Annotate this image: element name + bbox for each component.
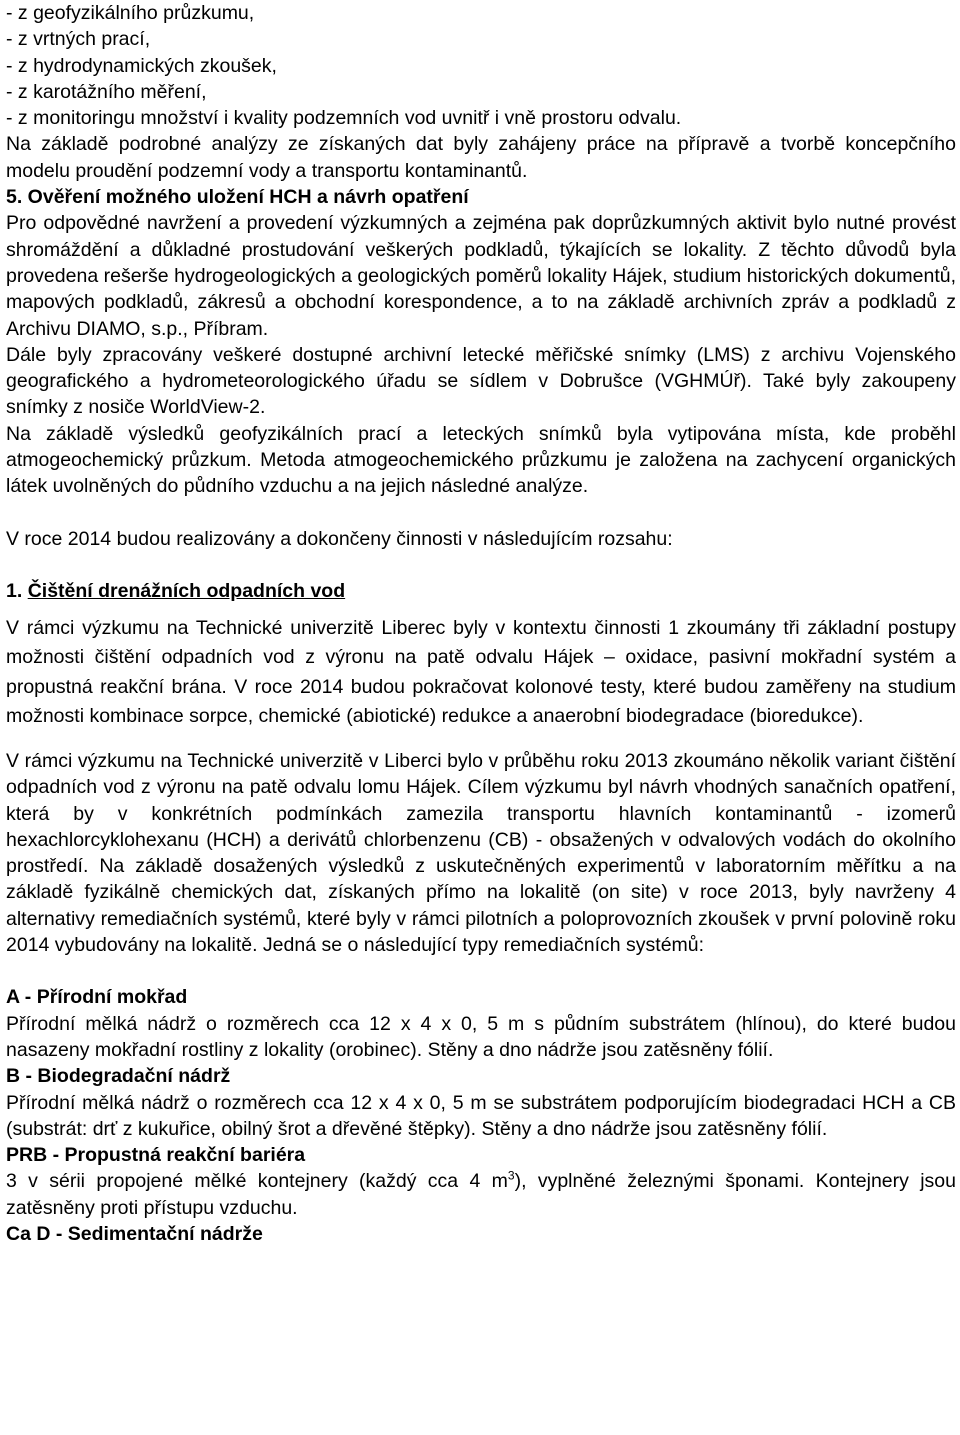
section-5-heading: 5. Ověření možného uložení HCH a návrh opatření — [6, 186, 469, 209]
system-prb-text — [6, 1168, 956, 1221]
document-page — [6, 0, 956, 1247]
section-1-heading — [6, 578, 956, 604]
system-b — [6, 1063, 956, 1142]
intro-list — [6, 0, 956, 131]
section-1-paragraph-2: V rámci výzkumu na Technické univerzitě v Liberci bylo v průběhu roku 2013 zkoumáno několik variant čištění odpadních vod z výronu na patě odvalu lomu Hájek. Cílem výzkumu byl návrh vhodných sanačních opatření, která by v konkrétních podmínkách zamezila transportu hlavních kontaminantů - izomerů hexachlorcyklohexanu (HCH) a derivátů chlorbenzenu (CB) - obsažených v odvalových vodách do okolního prostředí. Na základě dosažených výsledků z uskutečněných experimentů v laboratorním měřítku a na základě fyzikálně chemických dat, získaných přímo na lokalitě (on site) v roce 2013, byly navrženy 4 alternativy remediačních systémů, které byly v rámci pilotních a poloprovozních zkoušek v první polovině roku 2014 vybudovány na lokalitě. Jedná se o následující typy remediačních systémů: — [6, 749, 956, 957]
system-prb — [6, 1142, 956, 1221]
system-a — [6, 984, 956, 1063]
section-1-paragraph-1: V rámci výzkumu na Technické univerzitě Liberec byly v kontextu činnosti 1 zkoumány tři základní postupy možnosti čištění odpadních vod z výronu na patě odvalu Hájek – oxidace, pasivní mokřadní systém a propustná reakční brána. V roce 2014 budou pokračovat kolonové testy, které budou zaměřeny na studium možnosti kombinace sorpce, chemické (abiotické) redukce a anaerobní biodegradace (bioredukce). — [6, 616, 956, 728]
list-item: - z geofyzikálního průzkumu, — [6, 2, 255, 24]
section-1-title: Čištění drenážních odpadních vod — [27, 579, 346, 602]
section-5-paragraph-2: Dále byly zpracovány veškeré dostupné archivní letecké měřičské snímky (LMS) z archivu Vojenského geografického a hydrometeorologického úřadu se sídlem v Dobrušce (VGHMÚř). Také byly zakoupeny snímky z nosiče WorldView-2. — [6, 343, 956, 419]
list-item: - z hydrodynamických zkoušek, — [6, 54, 277, 77]
system-cad-title: Ca D - Sedimentační nádrže — [6, 1222, 263, 1245]
list-item: - z vrtných prací, — [6, 28, 151, 51]
system-a-title: A - Přírodní mokřad — [6, 986, 188, 1009]
intro-paragraph: Na základě podrobné analýzy ze získaných dat byly zahájeny práce na přípravě a tvorbě koncepčního modelu proudění podzemní vody a transportu kontaminantů. — [6, 133, 956, 182]
system-a-text: Přírodní mělká nádrž o rozměrech cca 12 x 4 x 0, 5 m s půdním substrátem (hlínou), do které budou nasazeny mokřadní rostliny z lokality (orobinec). Stěny a dno nádrže jsou zatěsněny fólií. — [6, 1012, 956, 1061]
system-prb-text-before: 3 v sérii propojené mělké kontejnery (každý cca 4 m — [6, 1170, 508, 1193]
year-intro: V roce 2014 budou realizovány a dokončeny činnosti v následujícím rozsahu: — [6, 527, 673, 550]
list-item: - z monitoringu množství i kvality podzemních vod uvnitř i vně prostoru odvalu. — [6, 107, 682, 130]
list-item: - z karotážního měření, — [6, 80, 207, 103]
system-prb-title: PRB - Propustná reakční bariéra — [6, 1144, 306, 1167]
system-prb-text-after: ), vyplněné železnými šponami. Kontejnery jsou zatěsněny proti přístupu vzduchu. — [6, 1170, 956, 1219]
system-b-text: Přírodní mělká nádrž o rozměrech cca 12 x 4 x 0, 5 m se substrátem podporujícím biodegradaci HCH a CB (substrát: drť z kukuřice, obilný šrot a dřevěné štěpky). Stěny a dno nádrže jsou zatěsněny fólií. — [6, 1091, 956, 1140]
cubic-superscript: 3 — [507, 1168, 515, 1183]
section-5-paragraph-1: Pro odpovědné navržení a provedení výzkumných a zejména pak doprůzkumných aktivit bylo nutné provést shromáždění a důkladné prostudování veškerých podkladů, týkajících se lokality. Z těchto důvodů byla provedena rešerše hydrogeologických a geologických poměrů lokality Hájek, studium historických dokumentů, mapových podkladů, zákresů a obchodní korespondence, a to na základě archivních zpráv a podkladů z Archivu DIAMO, s.p., Příbram. — [6, 212, 956, 340]
system-b-title: B - Biodegradační nádrž — [6, 1065, 231, 1088]
section-1-number: 1. — [6, 579, 23, 602]
system-cad — [6, 1221, 956, 1247]
section-5-paragraph-3: Na základě výsledků geofyzikálních prací a leteckých snímků byla vytipována místa, kde proběhl atmogeochemický průzkum. Metoda atmogeochemického průzkumu je založena na zachycení organických látek uvolněných do půdního vzduchu a na jejich následné analýze. — [6, 422, 956, 498]
